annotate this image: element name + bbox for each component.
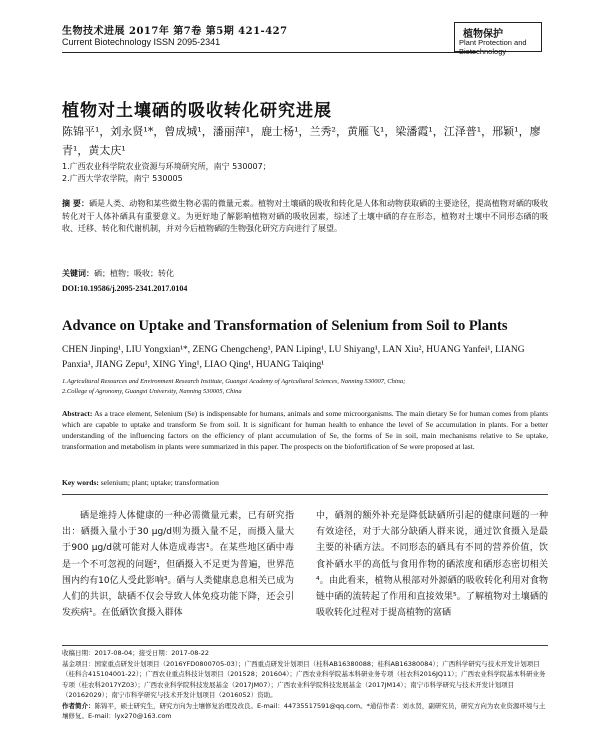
journal-issue-line: 生物技术进展 2017年 第7卷 第5期 421-427 <box>62 26 288 37</box>
abstract-cn-label: 摘 要： <box>62 199 89 208</box>
affiliation-en-2: 2.College of Agronomy, Guangxi University, Nanning 530005, China <box>62 388 242 395</box>
abstract-cn-text: 硒是人类、动物和某些微生物必需的微量元素。植物对土壤硒的吸收和转化是人体和动物获取硒的主要途径，提高植物对硒的吸收转化对于人体补硒具有重要意义。为更好地了解影响植物对硒的吸收因素，综述了土壤中硒的存在形态，植物对土壤中不同形态硒的吸收、迁移、转化和代谢机制，并对今后植物硒的生物强化研究方向进行了展望。 <box>62 199 548 233</box>
abstract-english <box>62 408 548 452</box>
keywords-cn-label: 关键词： <box>62 269 94 278</box>
keywords-chinese <box>62 268 174 279</box>
column-cn: 植物保护 <box>463 29 503 40</box>
title-english: Advance on Uptake and Transformation of Selenium from Soil to Plants <box>62 318 508 334</box>
funding-note: 基金项目：国家重点研发计划项目（2016YFD0800705-03）；广西重点研发计划项目（桂科AB16380088；桂科AB16380084）；广西科学研究与技术开发计划项目（桂科合415104001-22）；广西农业重点科技计划项目（201528；201604）；广西农业科学院基本科研业务专项（桂农科2016JQ11）；广西农业科学院基本科研业务专项（桂农科2017YZ03）；广西农业科学院科技发展基金（2017JM07）；广西农业科学院科技发展基金（2017JM14）；南宁市科学研究与技术开发计划项目（20162029）；南宁市科学研究与技术开发计划项目（2016052）资助。 <box>62 659 546 699</box>
body-column-left <box>62 508 294 621</box>
column-en: Plant Protection and Biotechnology <box>459 38 527 56</box>
author-bio-text: 陈锦平，硕士研究生，研究方向为土壤修复治理及改良。E-mail：44735517591@qq.com。*通信作者：刘永贤，副研究员，研究方向为农业资源环境与土壤修复。E-mail：lyx270@163.com <box>62 701 546 720</box>
author-bio-label: 作者简介： <box>62 701 95 710</box>
keywords-english <box>62 478 219 487</box>
title-chinese: 植物对土壤硒的吸收转化研究进展 <box>62 101 332 121</box>
authors-chinese: 陈锦平¹，刘永贤¹*，曾成城¹，潘丽萍¹，鹿士杨¹，兰秀²，黄雁飞¹，梁潘霞¹，江泽普¹，邢颖¹，廖青¹，黄太庆¹ <box>62 125 541 157</box>
column-box <box>454 22 542 56</box>
abstract-rule <box>62 494 548 495</box>
keywords-en-text: selenium; plant; uptake; transformation <box>100 478 219 487</box>
author-bio <box>62 701 548 722</box>
body-paragraph-right: 中，硒剂的额外补充是降低缺硒所引起的健康问题的一种有效途径，对于大部分缺硒人群来说，通过饮食摄入是最主要的补硒方法。不同形态的硒具有不同的营养价值，饮食补硒水平的高低与食用作物的硒浓度和硒形态密切相关⁴。由此看来，植物从根部对外源硒的吸收转化利用对食物链中硒的流转起了作用和直接效果⁵。了解植物对土壤硒的吸收转化过程对于提高植物的富硒 <box>316 511 548 619</box>
body-paragraph-left: 硒是维持人体健康的一种必需微量元素，已有研究指出：硒摄入量小于30 μg/d则为摄入量不足，而摄入量大于900 μg/d就可能对人体造成毒害¹。在某些地区硒中毒是一个不可忽视的问题²，但硒摄入不足更为普遍，世界范围内约有10亿人受此影响³。硒与人类健康息息相关已成为人们的共识，缺硒不仅会导致人体免疫功能下降，还会引发疾病¹。在低硒饮食摄入群体 <box>62 511 294 619</box>
keywords-en-label: Key words: <box>62 478 99 487</box>
abstract-en-label: Abstract: <box>62 409 93 418</box>
affiliation-cn-1: 1.广西农业科学院农业资源与环境研究所，南宁 530007； <box>62 162 271 171</box>
journal-english-line: Current Biotechnology ISSN 2095-2341 <box>62 37 221 47</box>
header-rule <box>62 52 477 53</box>
body-column-right <box>316 508 548 621</box>
doi: DOI:10.19586/j.2095-2341.2017.0104 <box>62 284 188 293</box>
affiliations-chinese <box>62 161 271 185</box>
abstract-chinese <box>62 198 548 236</box>
journal-header <box>62 22 542 60</box>
abstract-en-text: As a trace element, Selenium (Se) is indispensable for humans, animals and some microorganisms. The main dietary Se for human comes from plants which are capable to uptake and transform Se from soil. It is significant for human health to enhance the level of Se accumulation in plants. For a better understanding of the influencing factors on the efficiency of plant accumulation of Se, the forms of Se in soil, main mechanisms relative to Se uptake, transformation and metabolism in plants were summarized in this paper. The prospects on the biofortification of Se were proposed at last. <box>62 409 548 451</box>
affiliations-english <box>62 377 548 397</box>
footnotes <box>62 648 548 722</box>
affiliation-cn-2: 2.广西大学农学院，南宁 530005 <box>62 174 183 183</box>
footnote-rule <box>62 645 548 646</box>
keywords-cn-text: 硒；植物；吸收；转化 <box>94 269 174 278</box>
affiliation-en-1: 1.Agricultural Resources and Environment Research Institute, Guangxi Academy of Agricultural Sciences, Nanning 530007, China; <box>62 378 406 385</box>
authors-english: CHEN Jinping¹, LIU Yongxian¹*, ZENG Chengcheng¹, PAN Liping¹, LU Shiyang¹, LAN Xiu², HUANG Yanfei¹, LIANG Panxia¹, JIANG Zepu¹, XING Ying¹, LIAO Qing¹, HUANG Taiqing¹ <box>62 345 525 370</box>
received-date: 收稿日期：2017-08-04；接受日期：2017-08-22 <box>62 649 210 657</box>
